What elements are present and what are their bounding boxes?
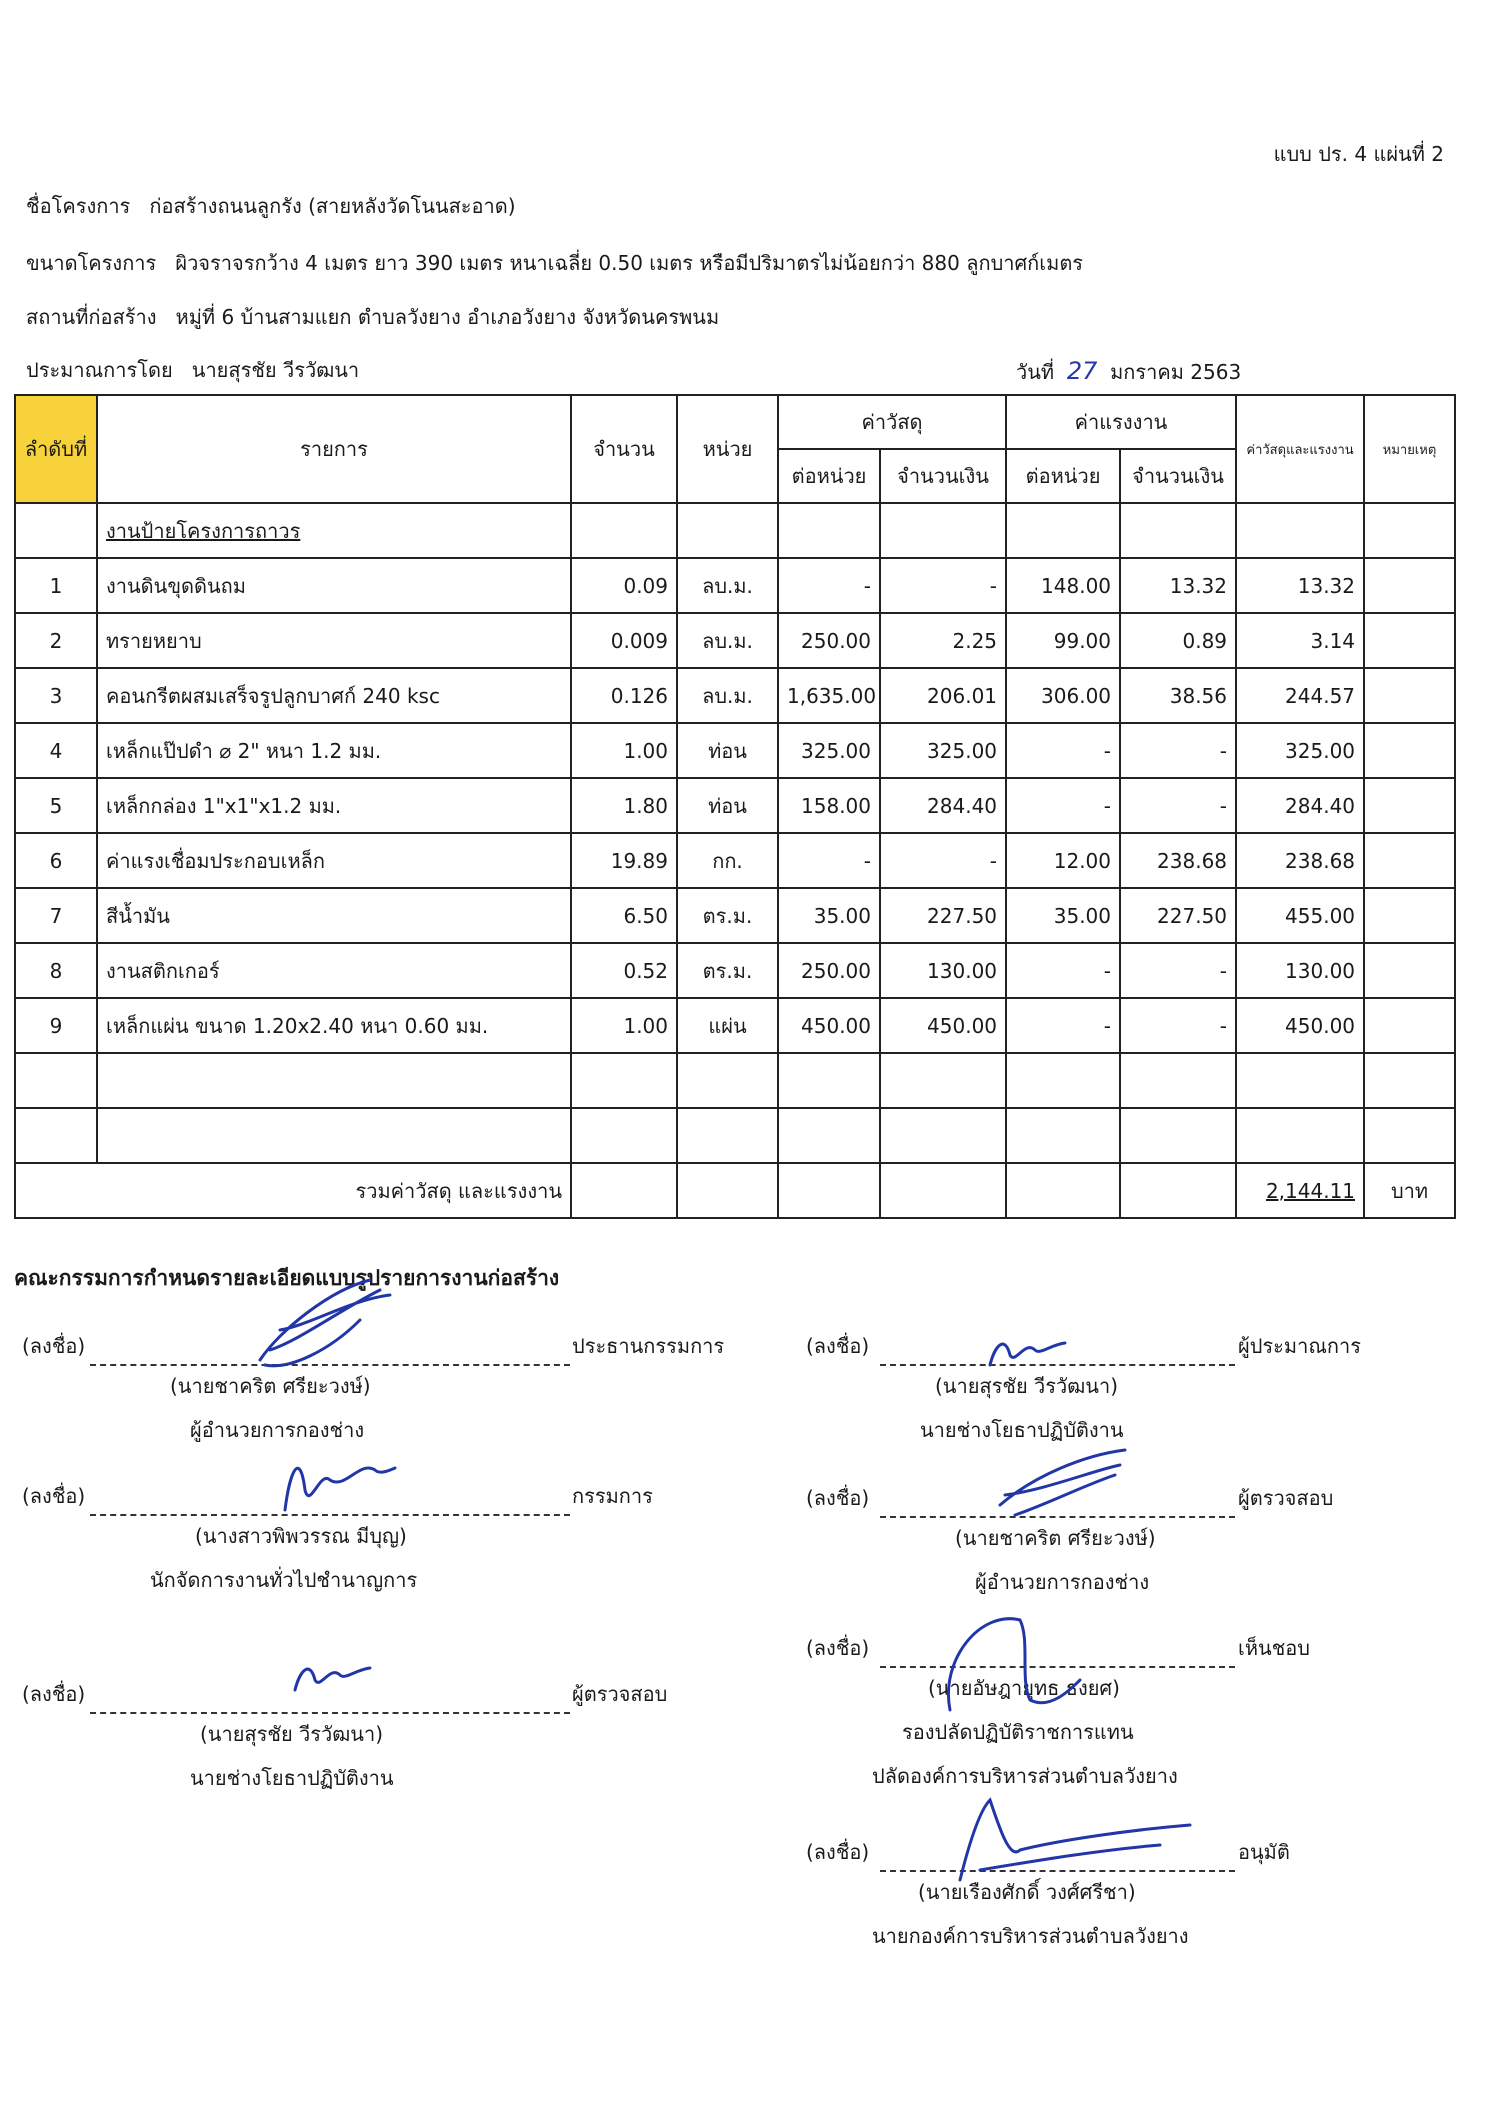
row-material-amount: 2.25: [880, 613, 1006, 668]
header-remark: หมายเหตุ: [1364, 395, 1455, 503]
empty-cell: [1120, 1163, 1236, 1218]
row-remark: [1364, 558, 1455, 613]
row-labor-amount: 0.89: [1120, 613, 1236, 668]
row-labor-amount: -: [1120, 998, 1236, 1053]
estimator: นายสุรชัย วีรวัฒนา: [191, 358, 360, 382]
signature-scribble-3: [265, 1430, 405, 1520]
signatory-role: กรรมการ: [572, 1484, 653, 1508]
row-material-per-unit: 450.00: [778, 998, 880, 1053]
committee-title: คณะกรรมการกำหนดรายละเอียดแบบรูปรายการงานก่อสร้าง: [14, 1266, 560, 1290]
table-row: [15, 778, 1455, 833]
row-item: คอนกรีตผสมเสร็จรูปลูกบาศก์ 240 ksc: [97, 668, 571, 723]
table-row: [15, 613, 1455, 668]
signatory-position: ผู้อำนวยการกองช่าง: [975, 1570, 1150, 1594]
signatory-position: รองปลัดปฏิบัติราชการแทน: [902, 1720, 1134, 1744]
section-title: งานป้ายโครงการถาวร: [97, 503, 571, 558]
empty-cell: [1236, 1053, 1364, 1108]
signatory-role: เห็นชอบ: [1238, 1636, 1310, 1660]
row-material-per-unit: 250.00: [778, 613, 880, 668]
row-material-amount: -: [880, 558, 1006, 613]
row-labor-per-unit: 99.00: [1006, 613, 1120, 668]
signatory-role: อนุมัติ: [1238, 1840, 1290, 1864]
sign-label: (ลงชื่อ): [22, 1334, 86, 1358]
sign-label: (ลงชื่อ): [22, 1682, 86, 1706]
signatory-name: (นายชาคริต ศรียะวงษ์): [955, 1526, 1156, 1550]
row-material-per-unit: 35.00: [778, 888, 880, 943]
header-material: ค่าวัสดุ: [778, 395, 1006, 449]
table-row: [15, 558, 1455, 613]
row-labor-per-unit: 148.00: [1006, 558, 1120, 613]
table-row: [15, 833, 1455, 888]
signature-scribble-2: [980, 1325, 1080, 1375]
header-material-amount: จำนวนเงิน: [880, 449, 1006, 503]
row-qty: 1.80: [571, 778, 677, 833]
signatory-name: (นายสุรชัย วีรวัฒนา): [935, 1374, 1118, 1398]
header-no: ลำดับที่: [15, 395, 97, 503]
row-total: 450.00: [1236, 998, 1364, 1053]
table-row: [15, 998, 1455, 1053]
row-item: เหล็กกล่อง 1"x1"x1.2 มม.: [97, 778, 571, 833]
row-remark: [1364, 833, 1455, 888]
row-labor-per-unit: 12.00: [1006, 833, 1120, 888]
row-material-per-unit: 1,635.00: [778, 668, 880, 723]
row-unit: ท่อน: [677, 778, 778, 833]
table-row: [15, 943, 1455, 998]
empty-cell: [880, 1163, 1006, 1218]
project-size-label: ขนาดโครงการ: [26, 251, 157, 275]
row-qty: 6.50: [571, 888, 677, 943]
row-labor-per-unit: 35.00: [1006, 888, 1120, 943]
section-row: [15, 503, 1455, 558]
empty-cell: [97, 1053, 571, 1108]
empty-cell: [1006, 1108, 1120, 1163]
header-unit: หน่วย: [677, 395, 778, 503]
empty-cell: [778, 1053, 880, 1108]
row-labor-per-unit: -: [1006, 998, 1120, 1053]
date-rest: มกราคม 2563: [1110, 360, 1242, 384]
signatory-position: นายช่างโยธาปฏิบัติงาน: [190, 1766, 394, 1790]
table-row: [15, 668, 1455, 723]
signature-scribble-6: [920, 1600, 1090, 1730]
row-total: 238.68: [1236, 833, 1364, 888]
table-row: [15, 723, 1455, 778]
row-material-amount: 206.01: [880, 668, 1006, 723]
row-material-per-unit: -: [778, 558, 880, 613]
header-total: ค่าวัสดุและแรงงาน: [1236, 395, 1364, 503]
row-item: เหล็กแผ่น ขนาด 1.20x2.40 หนา 0.60 มม.: [97, 998, 571, 1053]
signatory-position-2: ปลัดองค์การบริหารส่วนตำบลวังยาง: [872, 1764, 1178, 1788]
project-size-line: [26, 247, 1083, 279]
empty-cell: [1364, 1053, 1455, 1108]
signature-line: [90, 1712, 570, 1714]
row-unit: กก.: [677, 833, 778, 888]
row-labor-per-unit: -: [1006, 943, 1120, 998]
estimator-label: ประมาณการโดย: [26, 358, 173, 382]
row-total: 284.40: [1236, 778, 1364, 833]
row-labor-amount: -: [1120, 723, 1236, 778]
date-line: [1016, 356, 1241, 388]
empty-cell: [571, 1163, 677, 1218]
row-labor-per-unit: -: [1006, 778, 1120, 833]
empty-cell: [677, 1053, 778, 1108]
row-no: 1: [15, 558, 97, 613]
row-total: 244.57: [1236, 668, 1364, 723]
row-material-amount: 227.50: [880, 888, 1006, 943]
row-remark: [1364, 723, 1455, 778]
row-qty: 19.89: [571, 833, 677, 888]
empty-cell: [571, 1108, 677, 1163]
empty-cell: [677, 1163, 778, 1218]
row-labor-per-unit: 306.00: [1006, 668, 1120, 723]
empty-cell: [1120, 1053, 1236, 1108]
row-remark: [1364, 998, 1455, 1053]
header-qty: จำนวน: [571, 395, 677, 503]
total-unit: บาท: [1364, 1163, 1455, 1218]
empty-cell: [1120, 1108, 1236, 1163]
empty-cell: [1236, 1108, 1364, 1163]
row-total: 13.32: [1236, 558, 1364, 613]
row-item: ทรายหยาบ: [97, 613, 571, 668]
date-day: 27: [1066, 357, 1098, 385]
signature-scribble-5: [285, 1650, 385, 1700]
row-unit: ตร.ม.: [677, 943, 778, 998]
row-item: งานดินขุดดินถม: [97, 558, 571, 613]
signatory-position: นายช่างโยธาปฏิบัติงาน: [920, 1418, 1124, 1442]
signatory-name: (นายชาคริต ศรียะวงษ์): [170, 1374, 371, 1398]
header-material-per-unit: ต่อหน่วย: [778, 449, 880, 503]
row-no: 7: [15, 888, 97, 943]
row-unit: ลบ.ม.: [677, 558, 778, 613]
row-material-amount: -: [880, 833, 1006, 888]
row-total: 130.00: [1236, 943, 1364, 998]
signatory-position: ผู้อำนวยการกองช่าง: [190, 1418, 365, 1442]
row-material-per-unit: 250.00: [778, 943, 880, 998]
row-item: งานสติกเกอร์: [97, 943, 571, 998]
row-labor-amount: -: [1120, 943, 1236, 998]
boq-body: [15, 503, 1455, 1218]
project-name: ก่อสร้างถนนลูกรัง (สายหลังวัดโนนสะอาด): [149, 194, 516, 218]
empty-cell: [1364, 1108, 1455, 1163]
row-material-amount: 284.40: [880, 778, 1006, 833]
empty-cell: [1006, 1163, 1120, 1218]
row-qty: 1.00: [571, 998, 677, 1053]
row-labor-amount: 238.68: [1120, 833, 1236, 888]
empty-cell: [15, 1108, 97, 1163]
row-qty: 0.09: [571, 558, 677, 613]
signatory-position: นักจัดการงานทั่วไปชำนาญการ: [150, 1568, 418, 1592]
empty-row: [15, 1053, 1455, 1108]
row-material-amount: 325.00: [880, 723, 1006, 778]
empty-cell: [571, 1053, 677, 1108]
empty-cell: [778, 1163, 880, 1218]
sign-label: (ลงชื่อ): [806, 1486, 870, 1510]
row-qty: 0.009: [571, 613, 677, 668]
empty-cell: [15, 1053, 97, 1108]
row-material-per-unit: 325.00: [778, 723, 880, 778]
empty-cell: [880, 1053, 1006, 1108]
row-qty: 0.126: [571, 668, 677, 723]
row-remark: [1364, 943, 1455, 998]
sign-label: (ลงชื่อ): [806, 1334, 870, 1358]
signatory-position: นายกองค์การบริหารส่วนตำบลวังยาง: [872, 1924, 1189, 1948]
total-row: [15, 1163, 1455, 1218]
row-unit: ท่อน: [677, 723, 778, 778]
row-material-per-unit: -: [778, 833, 880, 888]
row-qty: 0.52: [571, 943, 677, 998]
location: หมู่ที่ 6 บ้านสามแยก ตำบลวังยาง อำเภอวังยาง จังหวัดนครพนม: [175, 305, 720, 329]
header-labor-per-unit: ต่อหน่วย: [1006, 449, 1120, 503]
row-labor-amount: -: [1120, 778, 1236, 833]
estimator-line: [26, 354, 359, 386]
row-total: 3.14: [1236, 613, 1364, 668]
row-item: สีน้ำมัน: [97, 888, 571, 943]
header-labor: ค่าแรงงาน: [1006, 395, 1236, 449]
sign-label: (ลงชื่อ): [806, 1636, 870, 1660]
row-no: 6: [15, 833, 97, 888]
row-no: 3: [15, 668, 97, 723]
row-material-amount: 130.00: [880, 943, 1006, 998]
total-value: 2,144.11: [1236, 1163, 1364, 1218]
location-line: [26, 301, 719, 333]
signatory-role: ผู้ตรวจสอบ: [572, 1682, 668, 1706]
row-labor-per-unit: -: [1006, 723, 1120, 778]
signatory-role: ผู้ตรวจสอบ: [1238, 1486, 1334, 1510]
row-unit: ตร.ม.: [677, 888, 778, 943]
signatory-name: (นายเรืองศักดิ์ วงศ์ศรีชา): [918, 1880, 1136, 1904]
signatory-name: (นายสุรชัย วีรวัฒนา): [200, 1722, 383, 1746]
row-labor-amount: 13.32: [1120, 558, 1236, 613]
row-remark: [1364, 668, 1455, 723]
row-unit: ลบ.ม.: [677, 613, 778, 668]
total-label: รวมค่าวัสดุ และแรงงาน: [15, 1163, 571, 1218]
signature-scribble-7: [900, 1780, 1200, 1890]
row-no: 5: [15, 778, 97, 833]
signatory-name: (นางสาวพิพวรรณ มีบุญ): [195, 1524, 407, 1548]
row-labor-amount: 227.50: [1120, 888, 1236, 943]
empty-cell: [880, 1108, 1006, 1163]
empty-cell: [677, 1108, 778, 1163]
sign-label: (ลงชื่อ): [806, 1840, 870, 1864]
row-labor-amount: 38.56: [1120, 668, 1236, 723]
empty-cell: [1006, 1053, 1120, 1108]
row-qty: 1.00: [571, 723, 677, 778]
signatory-role: ประธานกรรมการ: [572, 1334, 725, 1358]
row-remark: [1364, 613, 1455, 668]
row-total: 455.00: [1236, 888, 1364, 943]
row-remark: [1364, 888, 1455, 943]
form-code: แบบ ปร. 4 แผ่นที่ 2: [1273, 142, 1444, 166]
sign-label: (ลงชื่อ): [22, 1484, 86, 1508]
signature-scribble-4: [985, 1435, 1135, 1525]
row-unit: แผ่น: [677, 998, 778, 1053]
boq-table: [14, 394, 1456, 1219]
empty-row: [15, 1108, 1455, 1163]
signatory-role: ผู้ประมาณการ: [1238, 1334, 1361, 1358]
location-label: สถานที่ก่อสร้าง: [26, 305, 157, 329]
header-labor-amount: จำนวนเงิน: [1120, 449, 1236, 503]
project-size: ผิวจราจรกว้าง 4 เมตร ยาว 390 เมตร หนาเฉลี่ย 0.50 เมตร หรือมีปริมาตรไม่น้อยกว่า 880 ลูกบาศก์เมตร: [175, 251, 1084, 275]
row-no: 8: [15, 943, 97, 998]
signature-scribble-1: [240, 1270, 400, 1380]
header-item: รายการ: [97, 395, 571, 503]
row-remark: [1364, 778, 1455, 833]
table-row: [15, 888, 1455, 943]
date-label: วันที่: [1016, 360, 1055, 384]
row-total: 325.00: [1236, 723, 1364, 778]
row-no: 9: [15, 998, 97, 1053]
row-unit: ลบ.ม.: [677, 668, 778, 723]
empty-cell: [778, 1108, 880, 1163]
row-item: ค่าแรงเชื่อมประกอบเหล็ก: [97, 833, 571, 888]
project-name-line: [26, 190, 516, 222]
empty-cell: [97, 1108, 571, 1163]
row-material-amount: 450.00: [880, 998, 1006, 1053]
row-no: 4: [15, 723, 97, 778]
signatory-name: (นายอัษฎายุทธ ธงยศ): [928, 1676, 1120, 1700]
row-material-per-unit: 158.00: [778, 778, 880, 833]
row-no: 2: [15, 613, 97, 668]
project-name-label: ชื่อโครงการ: [26, 194, 131, 218]
row-item: เหล็กแป๊ปดำ ⌀ 2" หนา 1.2 มม.: [97, 723, 571, 778]
